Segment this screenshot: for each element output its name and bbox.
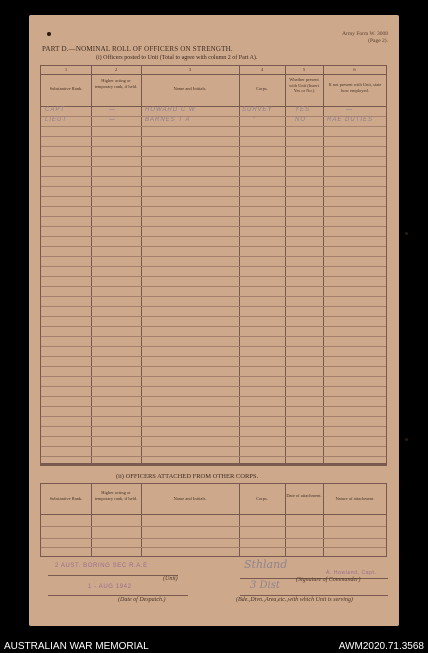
signature-name: A. Howland, Capt. [326,570,377,576]
table-rule [41,226,386,227]
table-cell: SURVEY [242,107,273,113]
form-title: PART D.—NOMINAL ROLL OF OFFICERS ON STRENGTH. [42,45,233,53]
table-rule [41,386,386,387]
archive-accession: AWM2020.71.3568 [338,641,424,652]
table-rule [41,186,386,187]
col-number-6: 6 [353,67,356,72]
form-subtitle: (i) Officers posted to Unit (Total to agree with column 2 of Part A). [96,55,258,61]
col-number-2: 2 [114,67,118,72]
table-cell: YES [295,107,311,113]
signature-label: (Signature of Commander) [296,577,361,583]
table-rule [41,256,386,257]
col-number-1: 1 [64,67,68,72]
table-rule [41,136,386,137]
location-handwriting: 3 Dist [250,580,280,591]
table-cell: RAE DUTIES [327,117,374,123]
form-page-text: (Page 2). [368,38,388,44]
table-rule [41,196,386,197]
table-cell: BARNES T A [145,117,191,123]
location-label: (Bde.,Divn.,Area,etc.,with which Unit is serving) [236,597,353,603]
table-rule [41,456,386,457]
table-cell: " [253,117,257,123]
table-cell: NO [295,117,306,123]
header-higher-rank: Higher acting or temporary rank, if held. [94,490,138,501]
table-rule [41,366,386,367]
date-stamp: 1 - AUG 1942 [88,584,132,590]
archive-institution: AUSTRALIAN WAR MEMORIAL [4,641,149,652]
date-line [48,595,188,596]
table-rule [41,426,386,427]
table-rule [41,236,386,237]
table-rule [41,346,386,347]
table-rule [41,266,386,267]
attached-officers-title: (ii) OFFICERS ATTACHED FROM OTHER CORPS. [116,473,259,480]
location-line [240,595,388,596]
table-cell: LIEUT [45,117,68,123]
col-number-4: 4 [260,67,264,72]
punch-hole [47,32,51,36]
col-number-5: 5 [302,67,306,72]
table-rule [41,146,386,147]
table-rule [41,326,386,327]
header-name-initials: Name and Initials. [173,86,207,91]
officers-on-strength-table [40,65,387,464]
table-rule [41,156,386,157]
table-cell: — [109,117,116,123]
header-nature-of-attachment: Nature of attachment. [335,496,375,501]
table-rule [41,316,386,317]
header-substantive-rank: Substantive Rank. [49,496,83,501]
form-number-text: Army Form W. 3008 [342,31,388,37]
punch-hole [405,232,408,235]
table-rule [41,396,386,397]
punch-hole [405,438,408,441]
table-cell: — [109,107,116,113]
header-substantive-rank: Substantive Rank. [49,86,83,91]
col-number-3: 3 [188,67,192,72]
unit-label: (Unit) [163,576,178,582]
header-name-initials: Name and Initials. [173,496,207,501]
table-rule [41,376,386,377]
table-rule [41,126,386,127]
unit-stamp: 2 AUST. BORING SEC R.A.E [55,563,148,569]
table-rule [41,176,386,177]
table-rule [41,166,386,167]
header-how-employed: If not present with Unit, state how employed. [328,82,382,93]
table-cell: — [346,107,353,113]
date-label: (Date of Despatch.) [118,597,166,603]
table-rule [41,416,386,417]
table-rule [41,356,386,357]
section-divider [40,464,387,466]
header-higher-rank: Higher acting or temporary rank, if held. [94,78,138,89]
table-rule [41,306,386,307]
table-rule [41,216,386,217]
table-rule [41,206,386,207]
table-rule [41,446,386,447]
table-rule [41,276,386,277]
header-corps: Corps. [256,496,268,501]
table-cell: HOWARD C W [145,107,196,113]
form-number [342,31,388,45]
table-cell: CAPT [45,107,66,113]
table-rule [41,336,386,337]
header-whether-present: Whether present with Unit (Insert Yes or No.) [289,77,319,93]
table-rule [41,296,386,297]
header-date-of-attachment: Date of attachment. [286,493,322,498]
table-rule [41,406,386,407]
table-rule [41,246,386,247]
commander-signature: Sthland [244,558,288,571]
unit-line [48,575,178,576]
table-rule [41,436,386,437]
header-corps: Corps. [256,86,268,91]
table-rule [41,286,386,287]
attached-officers-table [40,483,387,557]
